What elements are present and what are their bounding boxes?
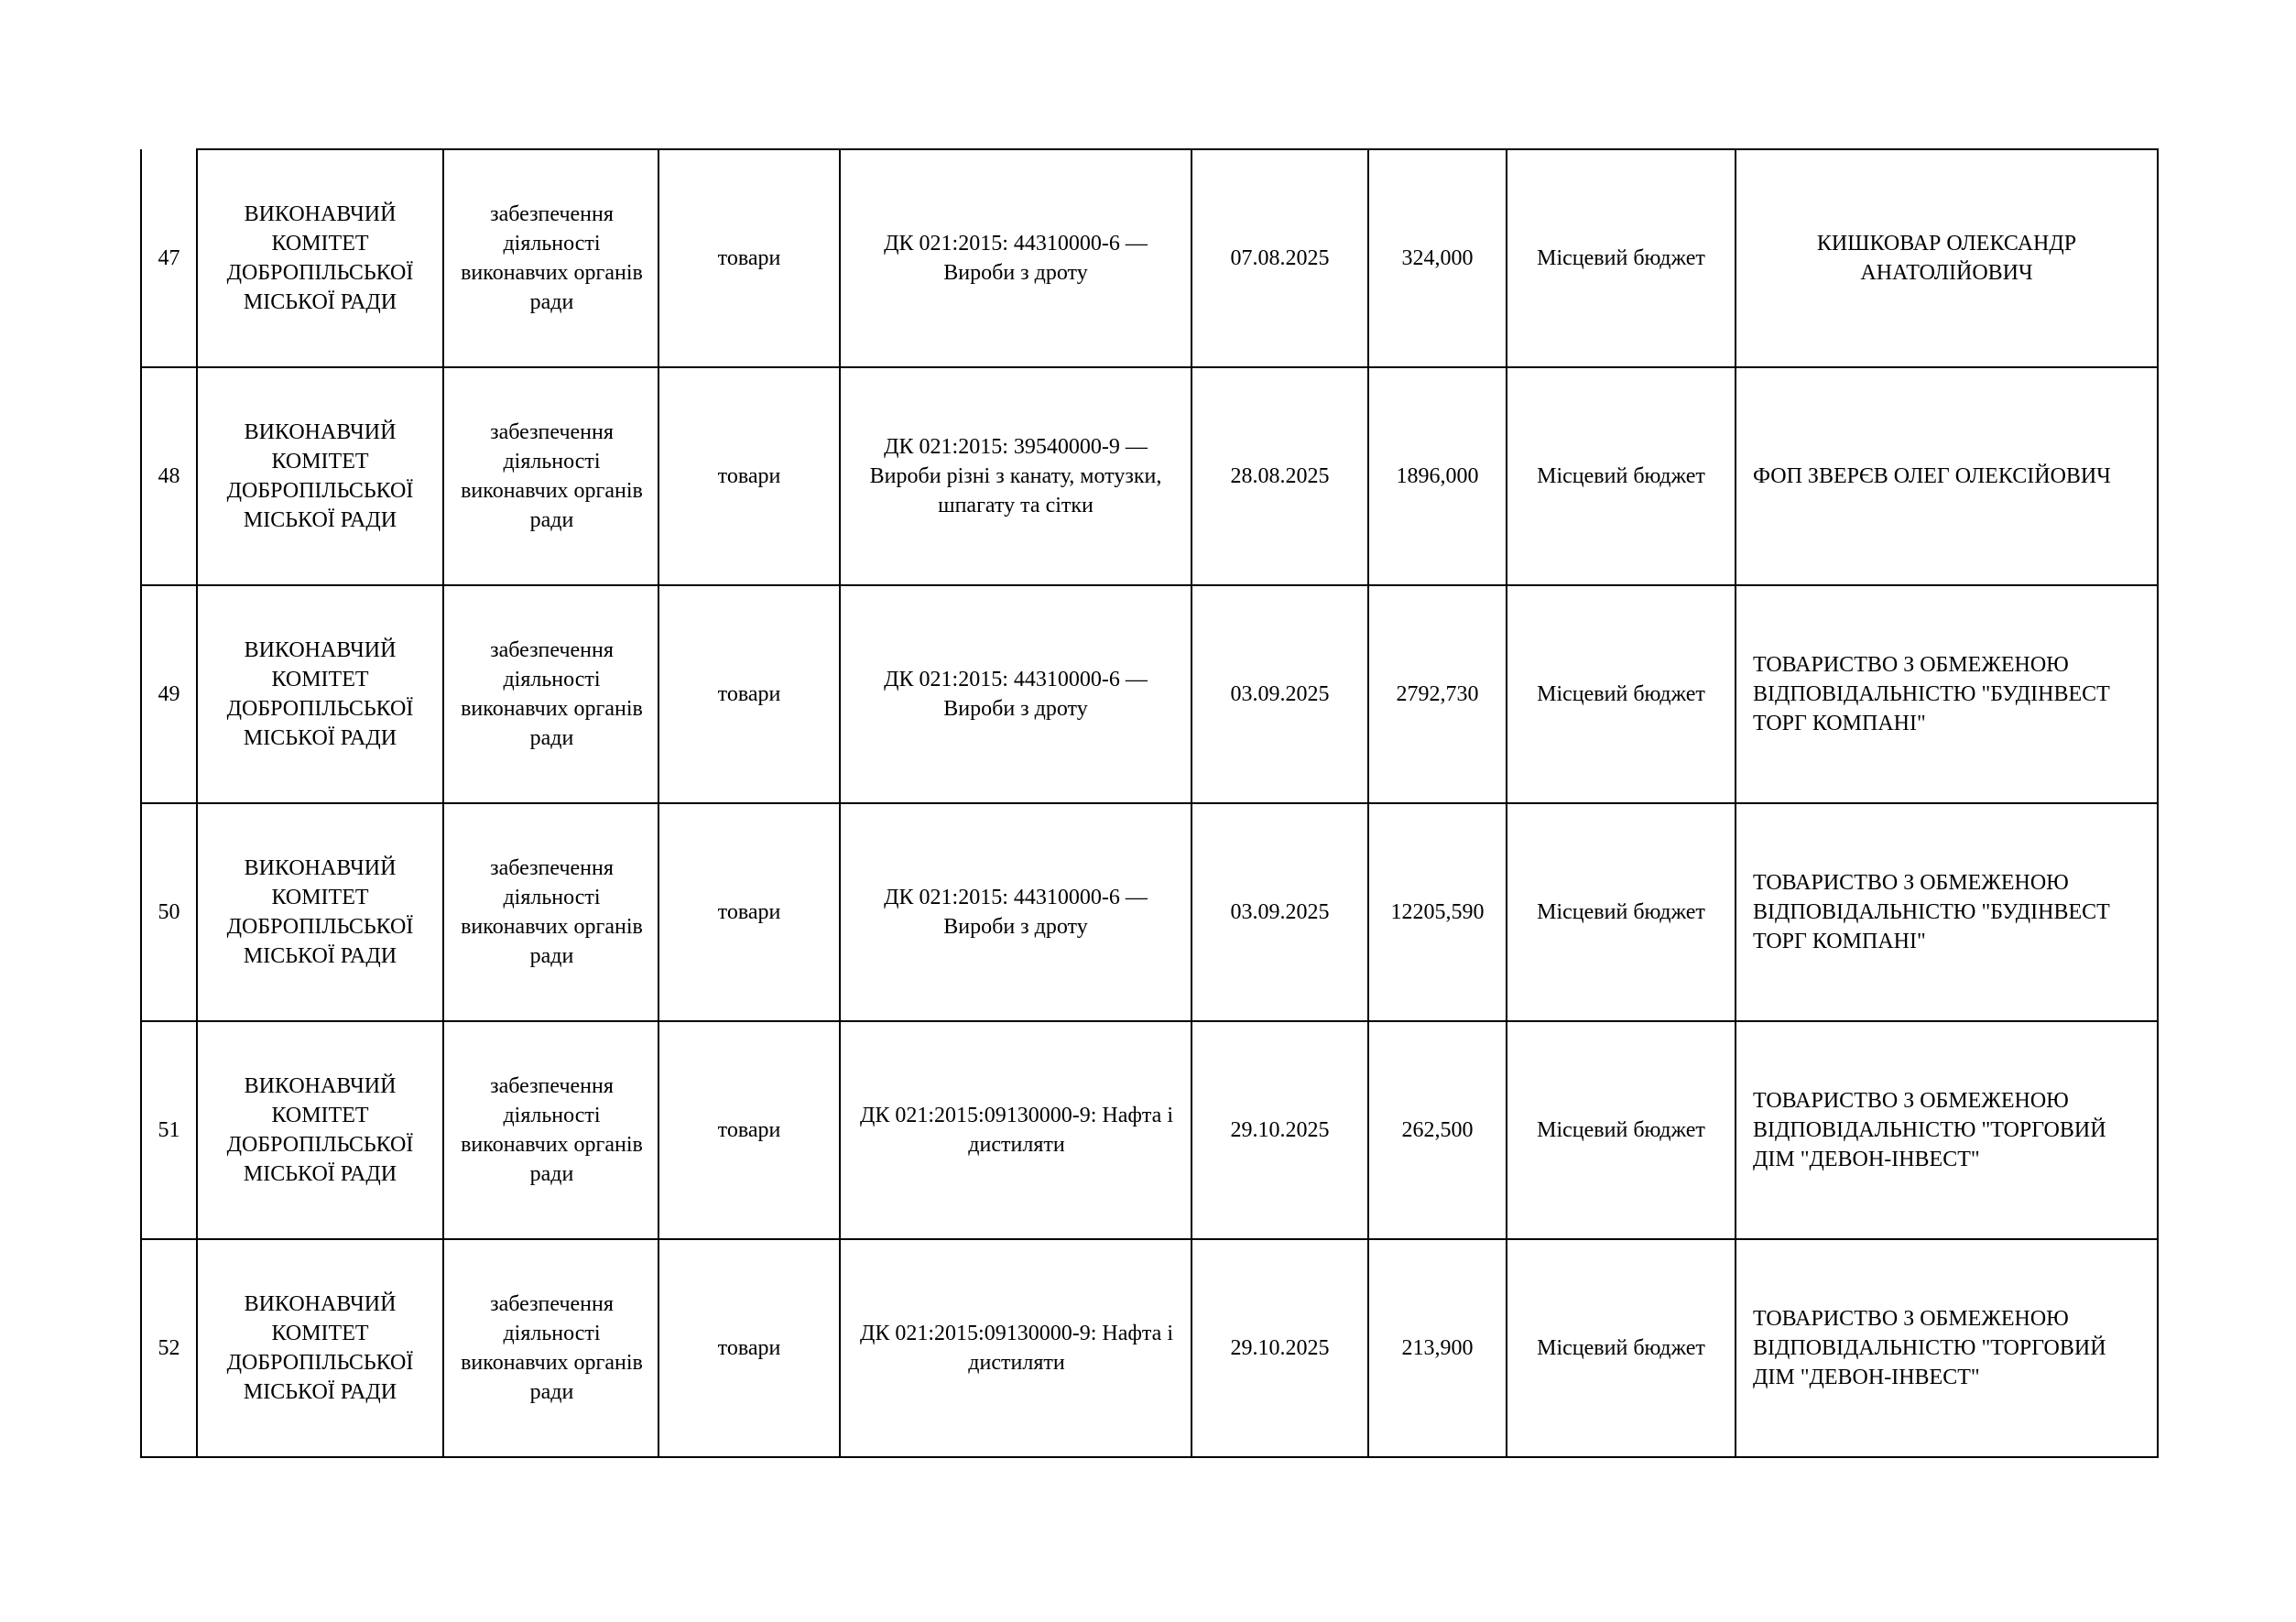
source-cell: Місцевий бюджет bbox=[1507, 585, 1736, 803]
row-number: 49 bbox=[141, 585, 197, 803]
customer-cell: ВИКОНАВЧИЙ КОМІТЕТ ДОБРОПІЛЬСЬКОЇ МІСЬКОЇ РАДИ bbox=[197, 149, 443, 367]
customer-cell: ВИКОНАВЧИЙ КОМІТЕТ ДОБРОПІЛЬСЬКОЇ МІСЬКОЇ РАДИ bbox=[197, 585, 443, 803]
procurement-table bbox=[140, 148, 2159, 1458]
row-number: 51 bbox=[141, 1021, 197, 1239]
customer-cell: ВИКОНАВЧИЙ КОМІТЕТ ДОБРОПІЛЬСЬКОЇ МІСЬКОЇ РАДИ bbox=[197, 1239, 443, 1457]
dk-code-cell: ДК 021:2015:09130000-9: Нафта і дистиляти bbox=[840, 1239, 1192, 1457]
table-row bbox=[141, 1239, 2158, 1457]
purpose-cell: забезпечення діяльності виконавчих органів ради bbox=[443, 1021, 658, 1239]
date-cell: 03.09.2025 bbox=[1192, 585, 1368, 803]
date-cell: 29.10.2025 bbox=[1192, 1239, 1368, 1457]
customer-cell: ВИКОНАВЧИЙ КОМІТЕТ ДОБРОПІЛЬСЬКОЇ МІСЬКОЇ РАДИ bbox=[197, 1021, 443, 1239]
source-cell: Місцевий бюджет bbox=[1507, 1021, 1736, 1239]
type-cell: товари bbox=[658, 585, 840, 803]
type-cell: товари bbox=[658, 803, 840, 1021]
amount-cell: 1896,000 bbox=[1368, 367, 1507, 585]
dk-code-cell: ДК 021:2015: 44310000-6 — Вироби з дроту bbox=[840, 149, 1192, 367]
date-cell: 28.08.2025 bbox=[1192, 367, 1368, 585]
table-row bbox=[141, 803, 2158, 1021]
supplier-cell: ТОВАРИСТВО З ОБМЕЖЕНОЮ ВІДПОВІДАЛЬНІСТЮ "БУДІНВЕСТ ТОРГ КОМПАНІ" bbox=[1736, 585, 2158, 803]
amount-cell: 324,000 bbox=[1368, 149, 1507, 367]
table-row bbox=[141, 367, 2158, 585]
purpose-cell: забезпечення діяльності виконавчих органів ради bbox=[443, 1239, 658, 1457]
supplier-cell: ФОП ЗВЕРЄВ ОЛЕГ ОЛЕКСІЙОВИЧ bbox=[1736, 367, 2158, 585]
supplier-cell: ТОВАРИСТВО З ОБМЕЖЕНОЮ ВІДПОВІДАЛЬНІСТЮ "ТОРГОВИЙ ДІМ "ДЕВОН-ІНВЕСТ" bbox=[1736, 1021, 2158, 1239]
dk-code-cell: ДК 021:2015: 44310000-6 — Вироби з дроту bbox=[840, 803, 1192, 1021]
row-number: 50 bbox=[141, 803, 197, 1021]
table-row bbox=[141, 149, 2158, 367]
purpose-cell: забезпечення діяльності виконавчих органів ради bbox=[443, 149, 658, 367]
dk-code-cell: ДК 021:2015: 39540000-9 — Вироби різні з канату, мотузки, шпагату та сітки bbox=[840, 367, 1192, 585]
source-cell: Місцевий бюджет bbox=[1507, 149, 1736, 367]
table-body bbox=[141, 149, 2158, 1457]
date-cell: 07.08.2025 bbox=[1192, 149, 1368, 367]
customer-cell: ВИКОНАВЧИЙ КОМІТЕТ ДОБРОПІЛЬСЬКОЇ МІСЬКОЇ РАДИ bbox=[197, 803, 443, 1021]
type-cell: товари bbox=[658, 367, 840, 585]
date-cell: 03.09.2025 bbox=[1192, 803, 1368, 1021]
amount-cell: 12205,590 bbox=[1368, 803, 1507, 1021]
amount-cell: 262,500 bbox=[1368, 1021, 1507, 1239]
row-number: 47 bbox=[141, 149, 197, 367]
customer-cell: ВИКОНАВЧИЙ КОМІТЕТ ДОБРОПІЛЬСЬКОЇ МІСЬКОЇ РАДИ bbox=[197, 367, 443, 585]
amount-cell: 213,900 bbox=[1368, 1239, 1507, 1457]
supplier-cell: КИШКОВАР ОЛЕКСАНДР АНАТОЛІЙОВИЧ bbox=[1736, 149, 2158, 367]
amount-cell: 2792,730 bbox=[1368, 585, 1507, 803]
dk-code-cell: ДК 021:2015: 44310000-6 — Вироби з дроту bbox=[840, 585, 1192, 803]
row-number: 52 bbox=[141, 1239, 197, 1457]
type-cell: товари bbox=[658, 1239, 840, 1457]
table-row bbox=[141, 1021, 2158, 1239]
purpose-cell: забезпечення діяльності виконавчих органів ради bbox=[443, 367, 658, 585]
row-number: 48 bbox=[141, 367, 197, 585]
table-row bbox=[141, 585, 2158, 803]
source-cell: Місцевий бюджет bbox=[1507, 1239, 1736, 1457]
type-cell: товари bbox=[658, 1021, 840, 1239]
purpose-cell: забезпечення діяльності виконавчих органів ради bbox=[443, 585, 658, 803]
date-cell: 29.10.2025 bbox=[1192, 1021, 1368, 1239]
dk-code-cell: ДК 021:2015:09130000-9: Нафта і дистиляти bbox=[840, 1021, 1192, 1239]
purpose-cell: забезпечення діяльності виконавчих органів ради bbox=[443, 803, 658, 1021]
type-cell: товари bbox=[658, 149, 840, 367]
supplier-cell: ТОВАРИСТВО З ОБМЕЖЕНОЮ ВІДПОВІДАЛЬНІСТЮ "ТОРГОВИЙ ДІМ "ДЕВОН-ІНВЕСТ" bbox=[1736, 1239, 2158, 1457]
source-cell: Місцевий бюджет bbox=[1507, 367, 1736, 585]
supplier-cell: ТОВАРИСТВО З ОБМЕЖЕНОЮ ВІДПОВІДАЛЬНІСТЮ "БУДІНВЕСТ ТОРГ КОМПАНІ" bbox=[1736, 803, 2158, 1021]
source-cell: Місцевий бюджет bbox=[1507, 803, 1736, 1021]
